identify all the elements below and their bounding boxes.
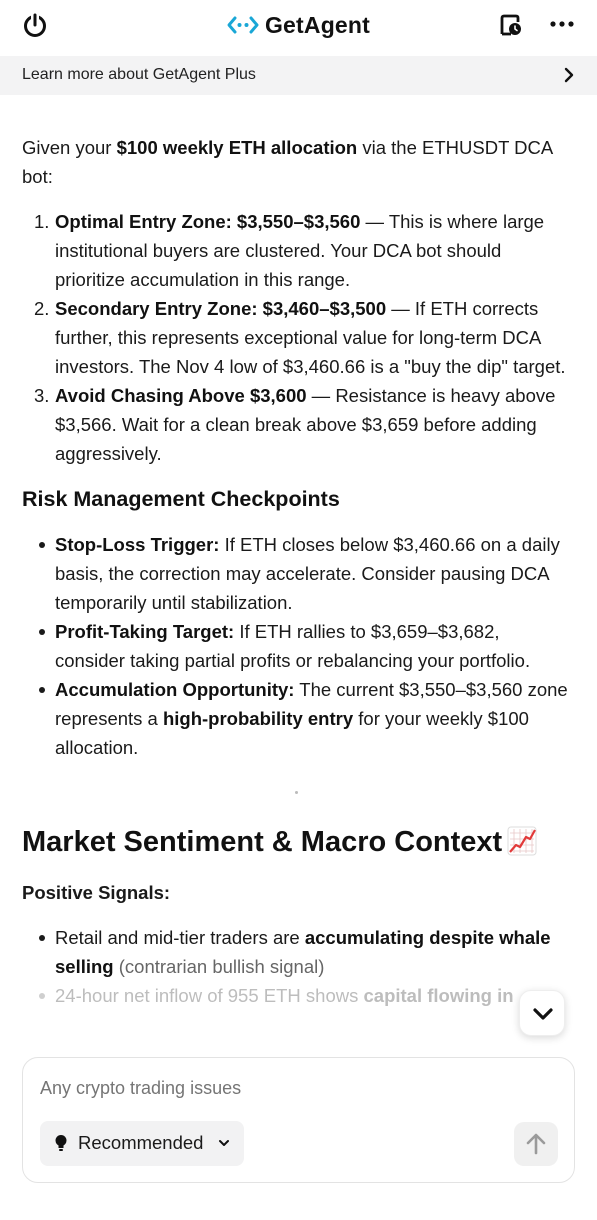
message-composer	[22, 1057, 575, 1183]
chevron-down-icon	[532, 1004, 554, 1024]
top-bar	[0, 0, 597, 56]
list-item: 1. Optimal Entry Zone: $3,550–$3,560 — This is where large institutional buyers are clustered. Your DCA bot should prioritize accumulation in this range.	[34, 211, 545, 290]
list-item: Profit-Taking Target: If ETH rallies to $3,659–$3,682, consider taking partial profits or rebalancing your portfolio.	[55, 617, 572, 675]
message-input[interactable]	[40, 1078, 540, 1099]
assistant-message	[22, 133, 572, 1010]
scroll-down-button[interactable]	[519, 990, 565, 1036]
brand-name: GetAgent	[264, 12, 371, 38]
list-item: Accumulation Opportunity: The current $3,550–$3,560 zone represents a high-probability entry for your weekly $100 allocation.	[55, 675, 572, 762]
send-button[interactable]	[514, 1122, 558, 1166]
recommended-mode-button[interactable]	[40, 1121, 244, 1166]
chevron-right-icon	[563, 67, 575, 83]
plus-banner[interactable]	[0, 56, 597, 95]
list-item: 2. Secondary Entry Zone: $3,460–$3,500 — If ETH corrects further, this represents exceptional value for long-term DCA investors. The Nov 4 low of $3,460.66 is a "buy the dip" target.	[34, 298, 566, 377]
list-item: 24-hour net inflow of 955 ETH shows capital flowing in	[55, 981, 572, 1010]
entry-zone-list	[22, 207, 572, 468]
positive-signals-heading: Positive Signals:	[22, 882, 171, 903]
risk-list	[22, 530, 572, 762]
lightbulb-icon	[54, 1134, 68, 1152]
chart-increasing-icon	[506, 825, 538, 857]
arrow-up-icon	[526, 1133, 546, 1155]
banner-text: Learn more about GetAgent Plus	[22, 66, 256, 83]
list-item: Retail and mid-tier traders are accumulating despite whale selling (contrarian bullish signal)	[55, 923, 572, 981]
more-icon[interactable]	[549, 10, 575, 38]
list-item: 3. Avoid Chasing Above $3,600 — Resistance is heavy above $3,566. Wait for a clean break above $3,659 before adding aggressively.	[34, 385, 556, 464]
list-item: Stop-Loss Trigger: If ETH closes below $3,460.66 on a daily basis, the correction may accelerate. Consider pausing DCA temporarily until stabilization.	[55, 530, 572, 617]
intro-paragraph: Given your $100 weekly ETH allocation via the ETHUSDT DCA bot:	[22, 137, 553, 187]
chevron-down-icon	[218, 1138, 230, 1148]
history-icon[interactable]	[499, 13, 523, 37]
getagent-logo-icon	[227, 14, 259, 36]
sentiment-heading: Market Sentiment & Macro Context	[22, 824, 572, 860]
section-divider	[295, 791, 298, 794]
positive-signals-list	[22, 923, 572, 1010]
risk-heading: Risk Management Checkpoints	[22, 487, 340, 511]
recommended-label: Recommended	[78, 1132, 204, 1153]
